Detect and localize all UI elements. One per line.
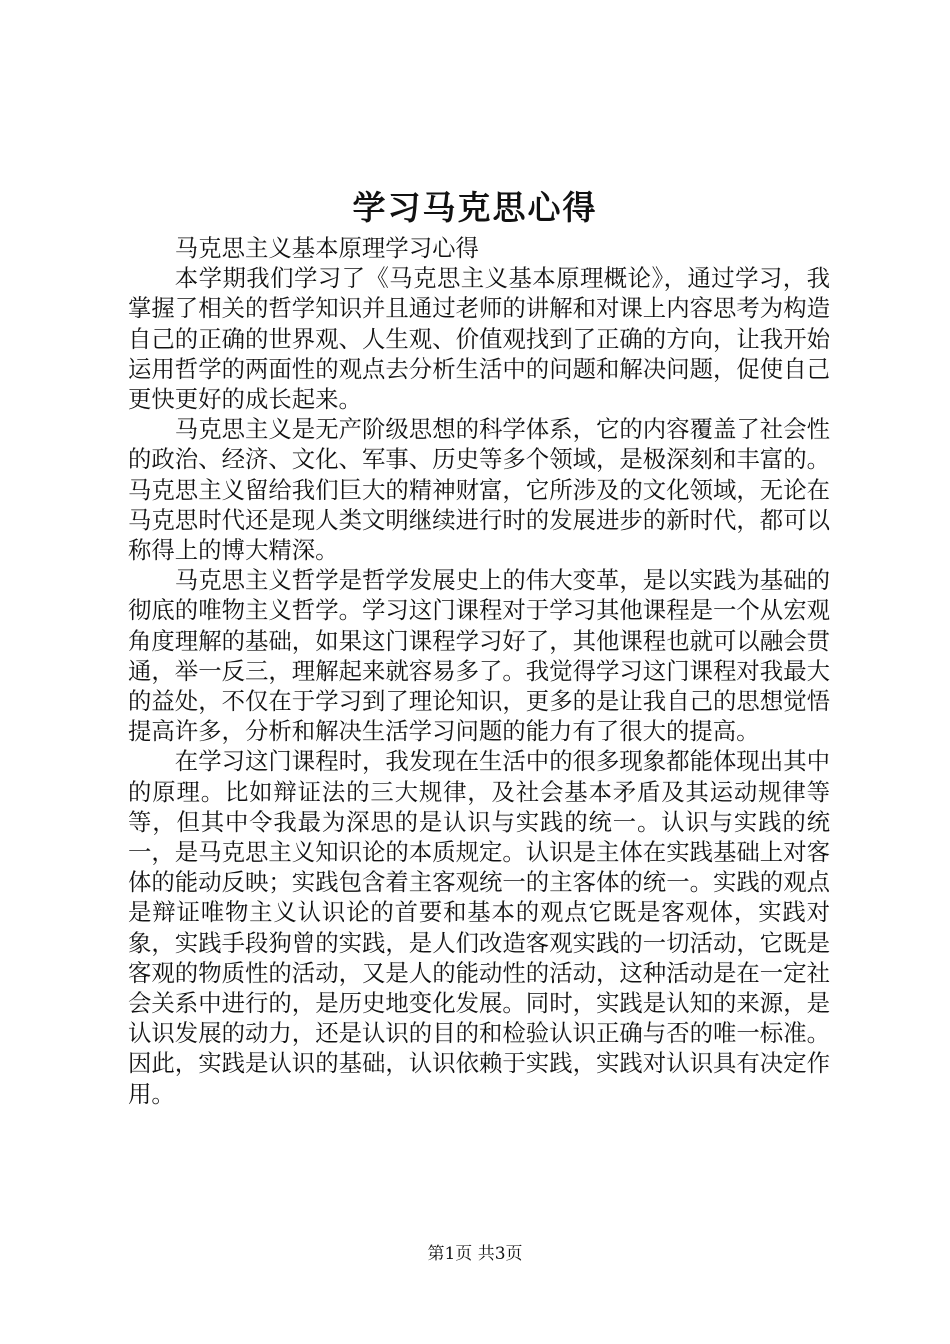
subtitle-paragraph: 马克思主义基本原理学习心得: [174, 234, 479, 262]
paragraph-intro: 本学期我们学习了《马克思主义基本原理概论》，通过学习，我掌握了相关的哲学知识并且通过老师的讲解和对课上内容思考为构造自己的正确的世界观、人生观、价值观找到了正确的方向，让我开始运用哲学的两面性的观点去分析生活中的问题和解决问题，促使自己更快更好的成长起来。: [128, 264, 830, 414]
page-title: 学习马克思心得: [352, 188, 598, 227]
paragraph-practice: 在学习这门课程时，我发现在生活中的很多现象都能体现出其中的原理。比如辩证法的三大规律，及社会基本矛盾及其运动规律等等，但其中令我最为深思的是认识与实践的统一。认识与实践的统一，是马克思主义知识论的本质规定。认识是主体在实践基础上对客体的能动反映；实践包含着主客观统一的主客体的统一。实践的观点是辩证唯物主义认识论的首要和基本的观点它既是客观体，实践对象，实践手段狗曾的实践，是人们改造客观实践的一切活动，它既是客观的物质性的活动，又是人的能动性的活动，这种活动是在一定社会关系中进行的，是历史地变化发展。同时，实践是认知的来源，是认识发展的动力，还是认识的目的和检验认识正确与否的唯一标准。因此，实践是认识的基础，认识依赖于实践，实践对认识具有决定作用。: [128, 747, 830, 1108]
paragraph-marxism-system: 马克思主义是无产阶级思想的科学体系，它的内容覆盖了社会性的政治、经济、文化、军事、历史等多个领域，是极深刻和丰富的。马克思主义留给我们巨大的精神财富，它所涉及的文化领域，无论在马克思时代还是现人类文明继续进行时的发展进步的新时代，都可以称得上的博大精深。: [128, 415, 830, 565]
paragraph-philosophy: 马克思主义哲学是哲学发展史上的伟大变革，是以实践为基础的彻底的唯物主义哲学。学习这门课程对于学习其他课程是一个从宏观角度理解的基础，如果这门课程学习好了，其他课程也就可以融会贯通，举一反三，理解起来就容易多了。我觉得学习这门课程对我最大的益处，不仅在于学习到了理论知识，更多的是让我自己的思想觉悟提高许多，分析和解决生活学习问题的能力有了很大的提高。: [128, 566, 830, 746]
page-number-footer: 第1页 共3页: [427, 1244, 523, 1264]
document-body: [128, 233, 830, 1109]
